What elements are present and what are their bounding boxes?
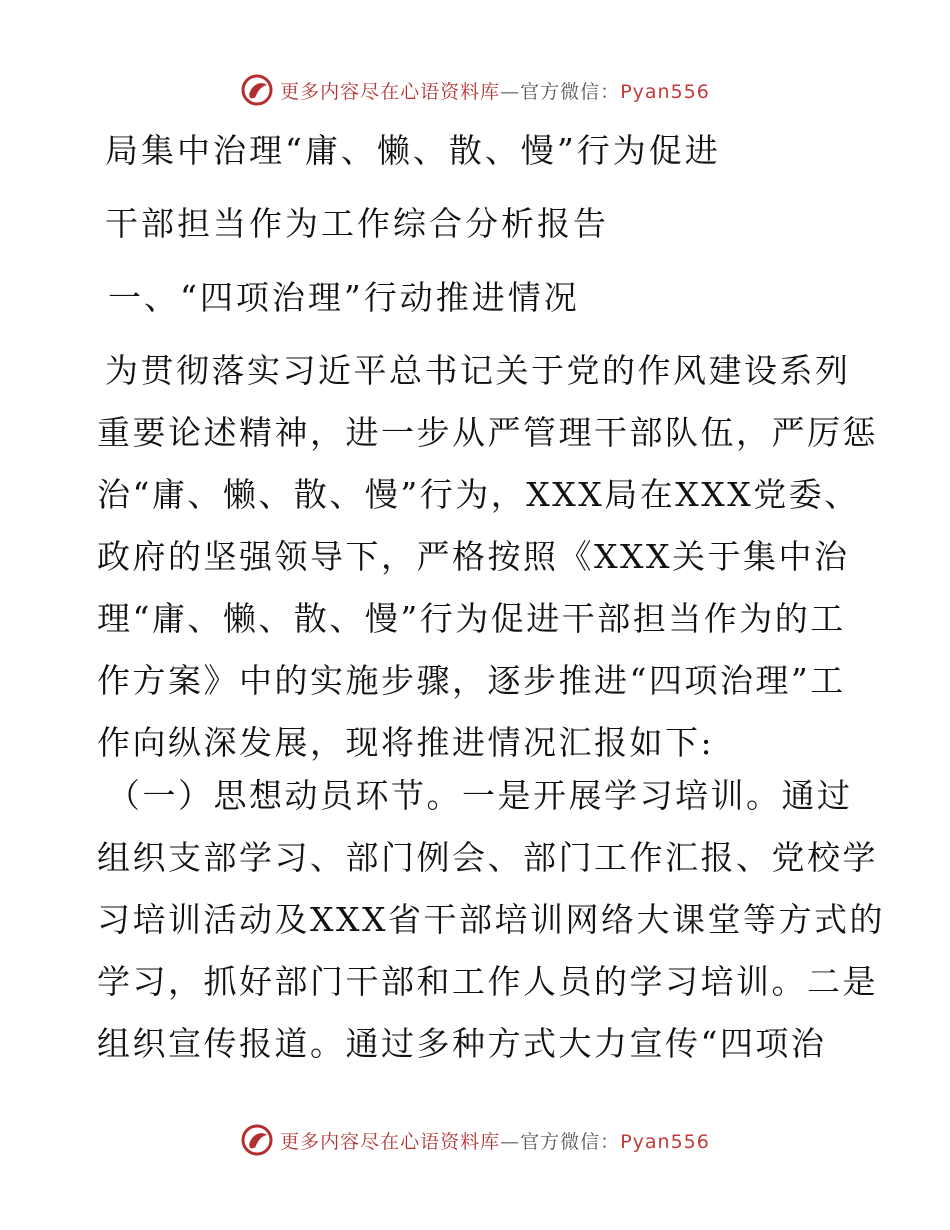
- banner-text: 更多内容尽在心语资料库—官方微信：Pyan556: [280, 80, 710, 103]
- paragraph-line: 政府的坚强领导下，严格按照《XXX关于集中治: [97, 537, 850, 576]
- header-banner: [0, 70, 950, 110]
- paragraph-line: 组织支部学习、部门例会、部门工作汇报、党校学: [97, 838, 878, 877]
- paragraph-line: 组织宣传报道。通过多种方式大力宣传“四项治: [97, 1024, 827, 1063]
- paragraph-line: 重要论述精神，进一步从严管理干部队伍，严厉惩: [97, 413, 878, 452]
- footer-banner: [0, 1120, 950, 1160]
- banner-text: 更多内容尽在心语资料库—官方微信：Pyan556: [280, 1130, 710, 1153]
- document-title-line-1: 局集中治理“庸、懒、散、慢”行为促进: [105, 131, 721, 170]
- paragraph-line: 为贯彻落实习近平总书记关于党的作风建设系列: [105, 351, 851, 390]
- paragraph-line: 作向纵深发展，现将推进情况汇报如下:: [97, 723, 715, 762]
- section-heading: 一、“四项治理”行动推进情况: [108, 278, 580, 317]
- paragraph-line: 习培训活动及XXX省干部培训网络大课堂等方式的: [97, 900, 885, 939]
- paragraph-line: （一）思想动员环节。一是开展学习培训。通过: [107, 776, 853, 815]
- brand-logo-icon: [240, 1123, 274, 1157]
- paragraph-line: 学习，抓好部门干部和工作人员的学习培训。二是: [97, 962, 878, 1001]
- paragraph-line: 作方案》中的实施步骤，逐步推进“四项治理”工: [97, 661, 846, 700]
- paragraph-line: 治“庸、懒、散、慢”行为，XXX局在XXX党委、: [97, 475, 860, 514]
- body-paragraph-1: [97, 340, 878, 774]
- body-paragraph-2: [97, 765, 885, 1075]
- brand-logo-icon: [240, 73, 274, 107]
- document-title-line-2: 干部担当作为工作综合分析报告: [105, 204, 609, 243]
- paragraph-line: 理“庸、懒、散、慢”行为促进干部担当作为的工: [97, 599, 846, 638]
